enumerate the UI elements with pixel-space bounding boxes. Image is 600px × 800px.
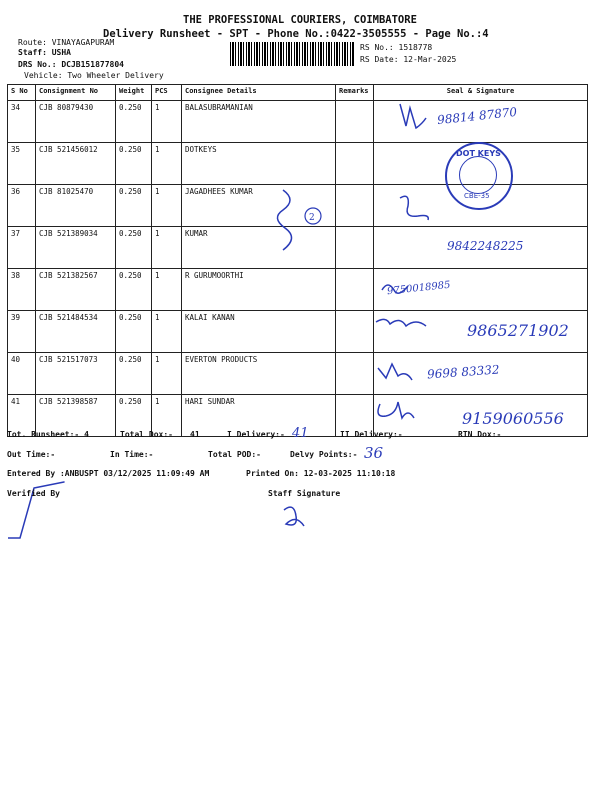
weight-cell: 0.250 [116,185,152,227]
consignment-cell: CJB 521484534 [36,311,116,353]
consignee-cell: EVERTON PRODUCTS [182,353,336,395]
pcs-cell: 1 [152,101,182,143]
weight-cell: 0.250 [116,353,152,395]
consignment-cell: CJB 521398587 [36,395,116,437]
column-header: PCS [152,85,182,101]
weight-cell: 0.250 [116,269,152,311]
staff-signature-label: Staff Signature [268,489,341,498]
out-time-label: Out Time:- [7,450,56,459]
sno-cell: 36 [8,185,36,227]
rs-number: RS No.: 1518778 [360,43,433,52]
signature-mark [400,104,426,128]
consignee-cell: JAGADHEES KUMAR [182,185,336,227]
handwritten-phone: 9865271902 [467,321,569,340]
drs-number: DRS No.: DCJB151877804 [18,60,124,69]
sno-cell: 38 [8,269,36,311]
sno-cell: 37 [8,227,36,269]
consignment-cell: CJB 81025470 [36,185,116,227]
runsheet-heading: Delivery Runsheet - SPT - Phone No.:0422-3505555 - Page No.:4 [103,28,489,40]
sno-cell: 35 [8,143,36,185]
route-label: Route: VINAYAGAPURAM [18,38,115,47]
column-header: Weight [116,85,152,101]
column-header: Consignment No [36,85,116,101]
total-runsheet: Tot. Runsheet:- 4 [7,430,89,439]
weight-cell: 0.250 [116,101,152,143]
consignee-cell: HARI SUNDAR [182,395,336,437]
staff-label: Staff: USHA [18,48,71,57]
signature-mark [376,319,426,326]
handwritten-phone: 9698 83332 [426,362,500,382]
consignment-cell: CJB 521389034 [36,227,116,269]
column-header: Seal & Signature [374,85,588,101]
weight-cell: 0.250 [116,395,152,437]
delivery-points-label: Delvy Points:- [290,450,358,459]
i-delivery-label: I Delivery:- [227,430,285,439]
consignment-cell: CJB 521517073 [36,353,116,395]
column-header: S No [8,85,36,101]
consignment-cell: CJB 80879430 [36,101,116,143]
pcs-cell: 1 [152,269,182,311]
bracket-mark [277,190,291,250]
signature-mark [400,196,428,220]
handwritten-phone: 9750018985 [386,279,452,298]
pcs-cell: 1 [152,353,182,395]
weight-cell: 0.250 [116,143,152,185]
sno-cell: 34 [8,101,36,143]
total-dox-value: 41 [190,430,200,439]
entered-by: Entered By :ANBUSPT 03/12/2025 11:09:49 AM [7,469,210,478]
pcs-cell: 1 [152,311,182,353]
consignee-cell: KUMAR [182,227,336,269]
rs-date: RS Date: 12-Mar-2025 [360,55,457,64]
printed-on: Printed On: 12-03-2025 11:10:18 [246,469,396,478]
sno-cell: 40 [8,353,36,395]
consignee-cell: R GURUMOORTHI [182,269,336,311]
stamp-bottom-text: CBE-35 [464,192,490,200]
consignee-cell: DOTKEYS [182,143,336,185]
consignee-cell: KALAI KANAN [182,311,336,353]
column-header: Remarks [336,85,374,101]
total-pod-label: Total POD:- [208,450,261,459]
weight-cell: 0.250 [116,227,152,269]
column-header: Consignee Details [182,85,336,101]
i-delivery-value: 41 [292,426,309,441]
pcs-cell: 1 [152,185,182,227]
vehicle-label: Vehicle: Two Wheeler Delivery [24,71,164,80]
in-time-label: In Time:- [110,450,154,459]
pcs-cell: 1 [152,395,182,437]
signature-mark [382,285,408,293]
ii-delivery-label: II Delivery:- [340,430,403,439]
pcs-cell: 1 [152,143,182,185]
company-title: THE PROFESSIONAL COURIERS, COIMBATORE [183,14,417,26]
signature-mark [378,402,414,418]
rtn-dox-label: RTN Dox:- [458,430,502,439]
handwritten-phone: 9842248225 [447,239,524,253]
weight-cell: 0.250 [116,311,152,353]
signature-mark [378,364,412,380]
circled-digit: 2 [309,213,315,223]
handwritten-phone: 9159060556 [462,409,564,428]
sno-cell: 41 [8,395,36,437]
sno-cell: 39 [8,311,36,353]
consignee-cell: BALASUBRAMANIAN [182,101,336,143]
verified-by-label: Verified By [7,489,60,498]
staff-signature-mark [284,507,304,526]
consignment-cell: CJB 521382567 [36,269,116,311]
consignment-cell: CJB 521456012 [36,143,116,185]
handwritten-phone: 98814 87870 [436,104,518,128]
total-dox-label: Total Dox:- [120,430,173,439]
delivery-points-value: 36 [364,444,384,462]
stamp-top-text: DOT KEYS [456,149,501,158]
pcs-cell: 1 [152,227,182,269]
